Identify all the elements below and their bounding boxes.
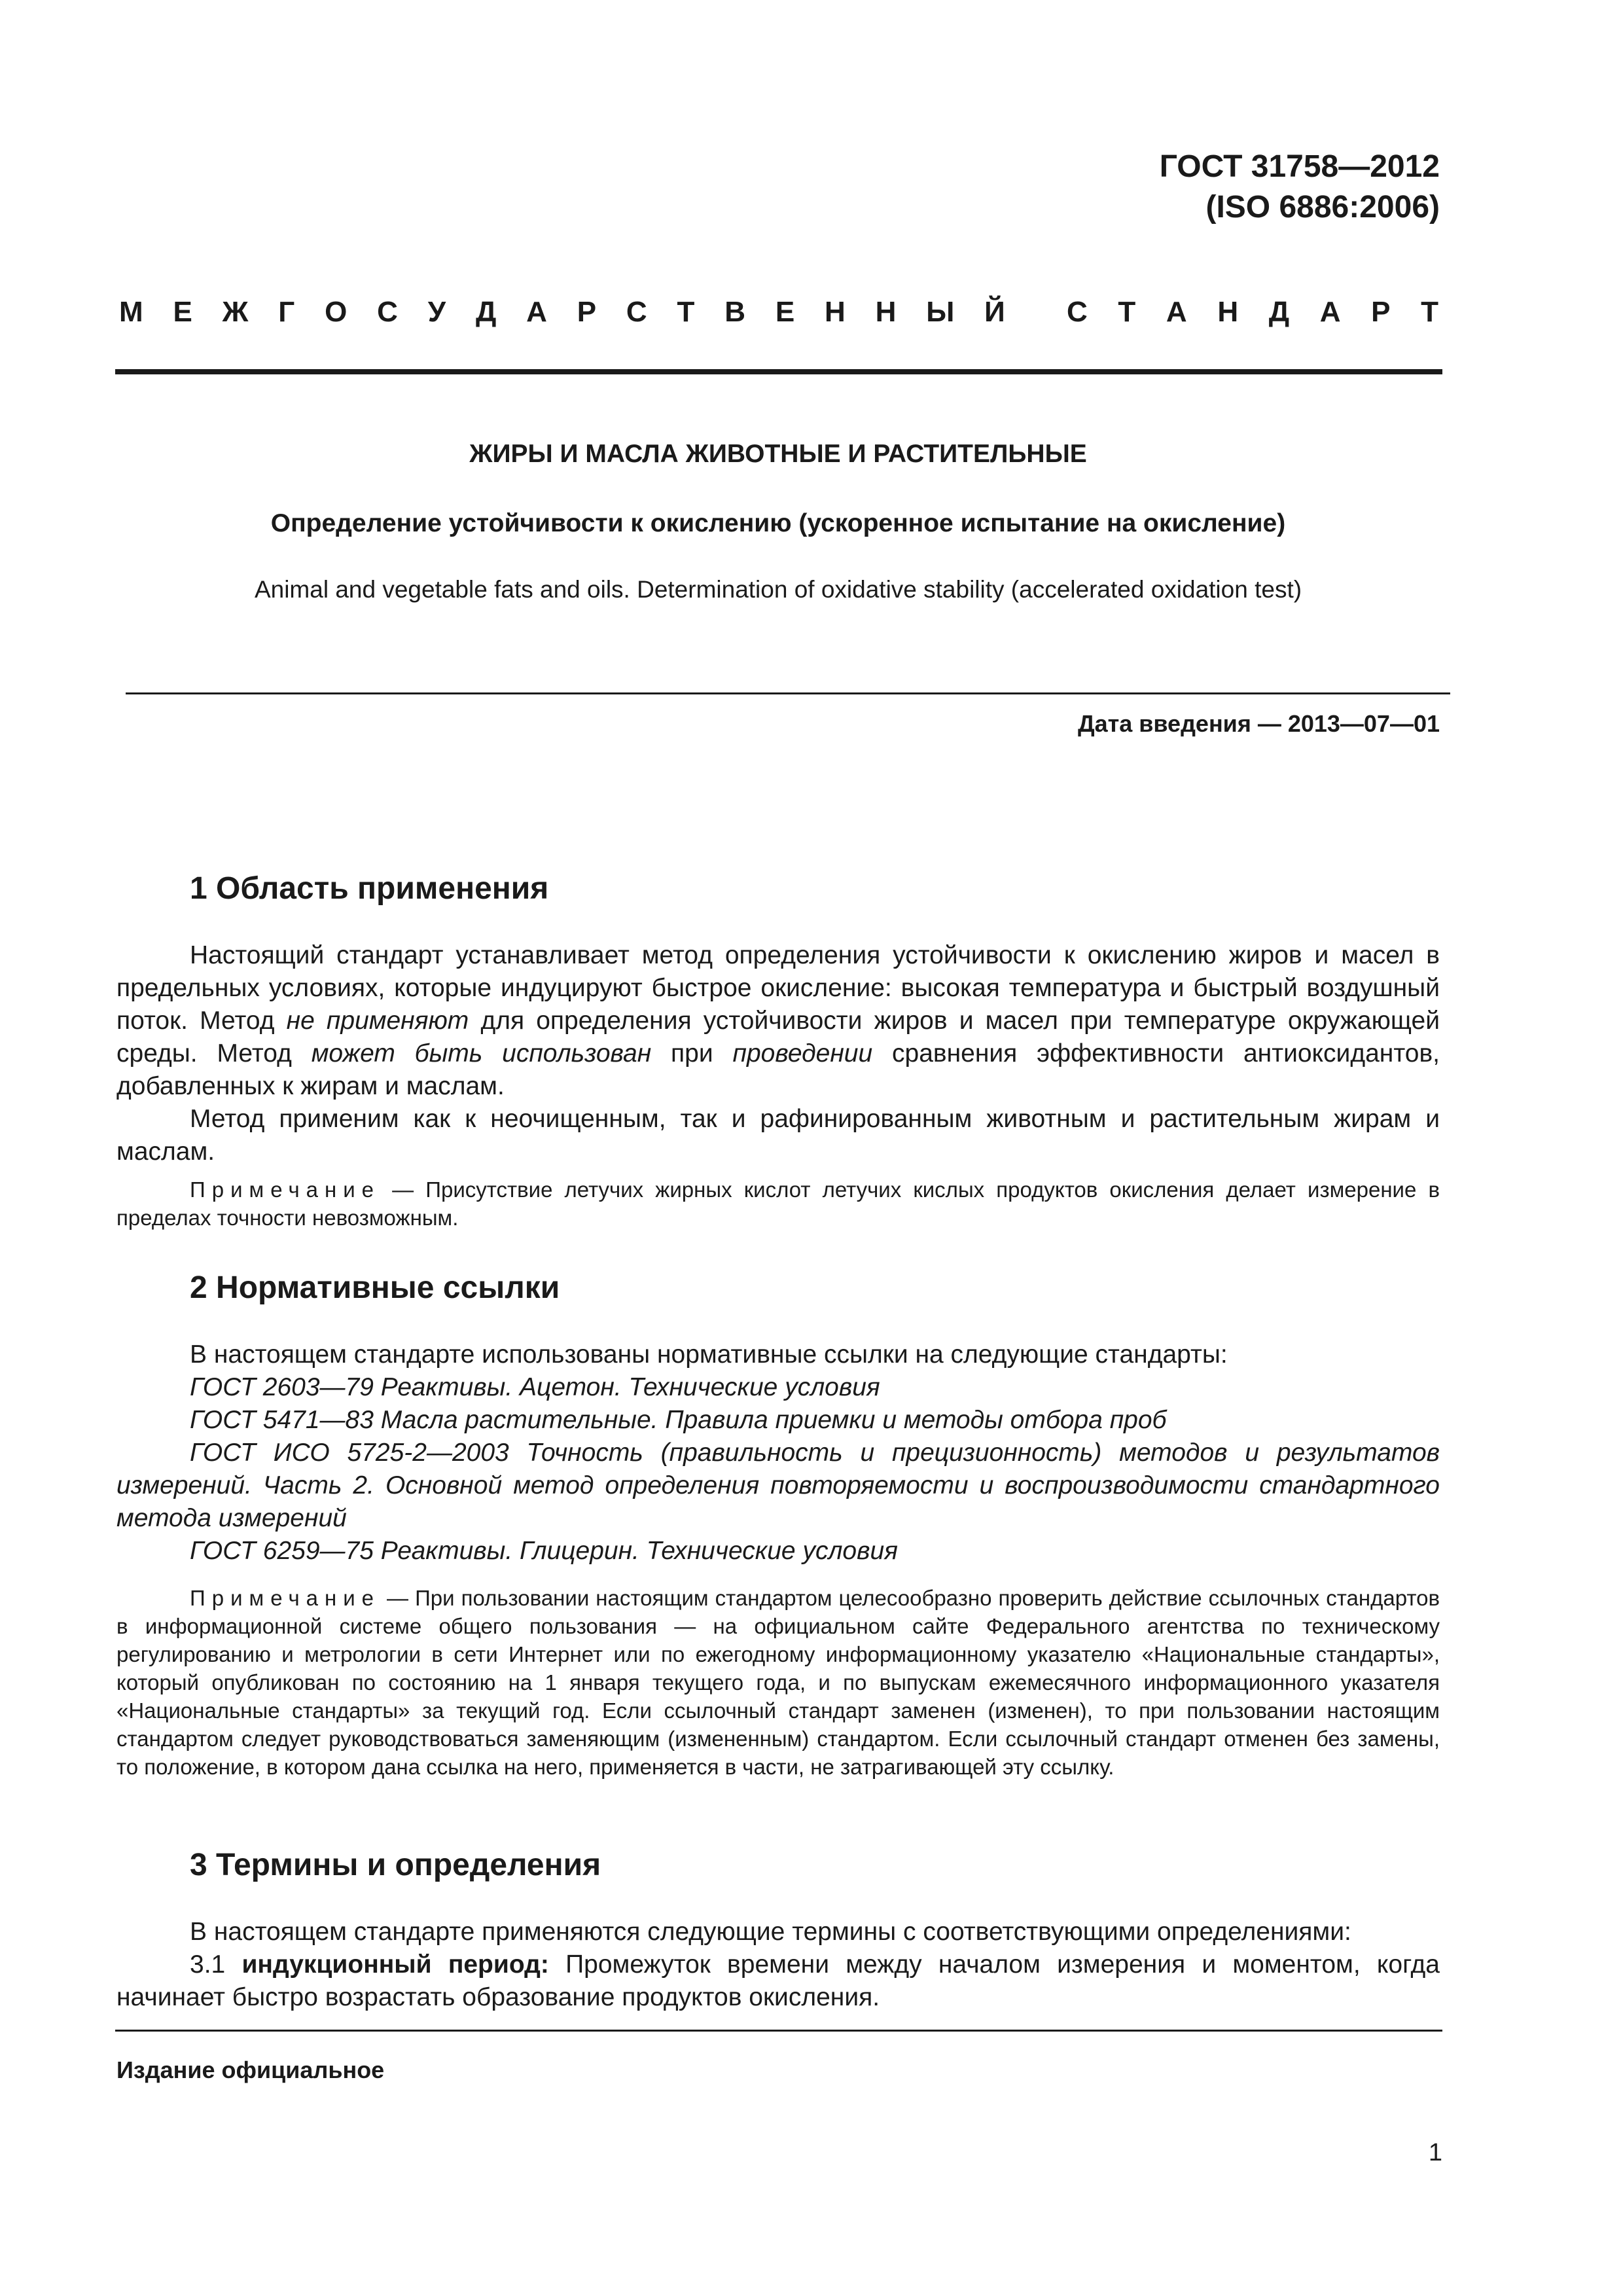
footer-rule — [115, 2030, 1442, 2032]
category-letter: Д — [475, 296, 497, 328]
iso-number: (ISO 6886:2006) — [1205, 190, 1440, 224]
category-letter: Й — [984, 296, 1005, 328]
category-letter: Е — [173, 296, 192, 328]
category-letter: Н — [875, 296, 897, 328]
category-letter: Н — [1217, 296, 1239, 328]
category-letter: Р — [1371, 296, 1391, 328]
reference-item: ГОСТ 6259—75 Реактивы. Глицерин. Технические условия — [190, 1537, 899, 1565]
scope-paragraph-2: Метод применим как к неочищенным, так и рафинированным животным и растительным жирам и маслам. — [116, 1105, 1440, 1166]
scope-note: Примечание — Присутствие летучих жирных кислот летучих кислых продуктов окисления делает измерение в пределах точности невозможным. — [116, 1177, 1440, 1230]
english-title: Animal and vegetable fats and oils. Determination of oxidative stability (accelerated oxidation test) — [254, 576, 1302, 603]
reference-item: ГОСТ 5471—83 Масла растительные. Правила приемки и методы отбора проб — [190, 1406, 1167, 1434]
page-number: 1 — [1428, 2139, 1442, 2166]
category-letter: Т — [677, 296, 695, 328]
category-letter: С — [626, 296, 647, 328]
category-letter: Д — [1268, 296, 1290, 328]
date-introduced: Дата введения — 2013—07—01 — [1077, 710, 1440, 737]
official-edition-label: Издание официальное — [116, 2056, 385, 2083]
category-letter: Ж — [222, 296, 249, 328]
section-heading-scope: 1 Область применения — [190, 871, 549, 906]
category-word-standard — [1067, 296, 1438, 329]
category-word-interstate — [119, 296, 1005, 329]
category-letter: Т — [1421, 296, 1438, 328]
scope-paragraph-1: Настоящий стандарт устанавливает метод определения устойчивости к окислению жиров и масел в предельных условиях, которые индуцируют быстрое окисление: высокая температура и быстрый воздушный поток. Метод не применяют для определения устойчивости жиров и масел при температуре окружающей среды. Метод может быть использован при проведении сравнения эффективности антиоксидантов, добавленных к жирам и маслам. — [116, 941, 1440, 1100]
reference-item: ГОСТ ИСО 5725-2—2003 Точность (правильность и прецизионность) методов и результатов измерений. Часть 2. Основной метод определения повторяемости и воспроизводимости стандартного метода измерений — [116, 1439, 1440, 1532]
references-note: Примечание — При пользовании настоящим стандартом целесообразно проверить действие ссылочных стандартов в информационной системе общего пользования — на официальном сайте Федерального агентства по техническому регулированию и метрологии в сети Интернет или по ежегодному информационному указателю «Национальные стандарты», который опубликован по состоянию на 1 января текущего года, и по выпускам ежемесячного информационного указателя «Национальные стандарты» за текущий год. Если ссылочный стандарт заменен (изменен), то при пользовании настоящим стандартом следует руководствоваться заменяющим (измененным) стандартом. Если ссылочный стандарт отменен без замены, то положение, в котором дана ссылка на него, применяется в части, не затрагивающей эту ссылку. — [116, 1586, 1440, 1779]
category-letter: Н — [825, 296, 846, 328]
reference-item: ГОСТ 2603—79 Реактивы. Ацетон. Технические условия — [190, 1373, 880, 1401]
category-letter: Т — [1118, 296, 1136, 328]
standard-number: ГОСТ 31758—2012 — [1159, 149, 1440, 184]
category-letter: С — [377, 296, 398, 328]
header-rule — [115, 369, 1442, 374]
category-letter: В — [724, 296, 746, 328]
category-letter: У — [427, 296, 446, 328]
main-title: ЖИРЫ И МАСЛА ЖИВОТНЫЕ И РАСТИТЕЛЬНЫЕ — [469, 440, 1087, 468]
section-heading-references: 2 Нормативные ссылки — [190, 1270, 560, 1305]
category-letter: Ы — [926, 296, 955, 328]
references-intro: В настоящем стандарте использованы нормативные ссылки на следующие стандарты: — [190, 1340, 1228, 1369]
category-letter: А — [1166, 296, 1187, 328]
category-letter: Е — [775, 296, 795, 328]
title-rule — [126, 692, 1450, 694]
category-letter: А — [526, 296, 547, 328]
terms-intro: В настоящем стандарте применяются следующие термины с соответствующими определениями: — [190, 1918, 1351, 1946]
category-letter: Г — [278, 296, 295, 328]
term-definition: 3.1 индукционный период: Промежуток времени между началом измерения и моментом, когда начинает быстро возрастать образование продуктов окисления. — [116, 1950, 1440, 2011]
category-letter: М — [119, 296, 143, 328]
section-heading-terms: 3 Термины и определения — [190, 1848, 601, 1882]
category-letter: О — [325, 296, 348, 328]
category-letter: Р — [577, 296, 597, 328]
category-letter: А — [1319, 296, 1341, 328]
category-letter: С — [1067, 296, 1088, 328]
subtitle: Определение устойчивости к окислению (ускоренное испытание на окисление) — [270, 509, 1286, 537]
